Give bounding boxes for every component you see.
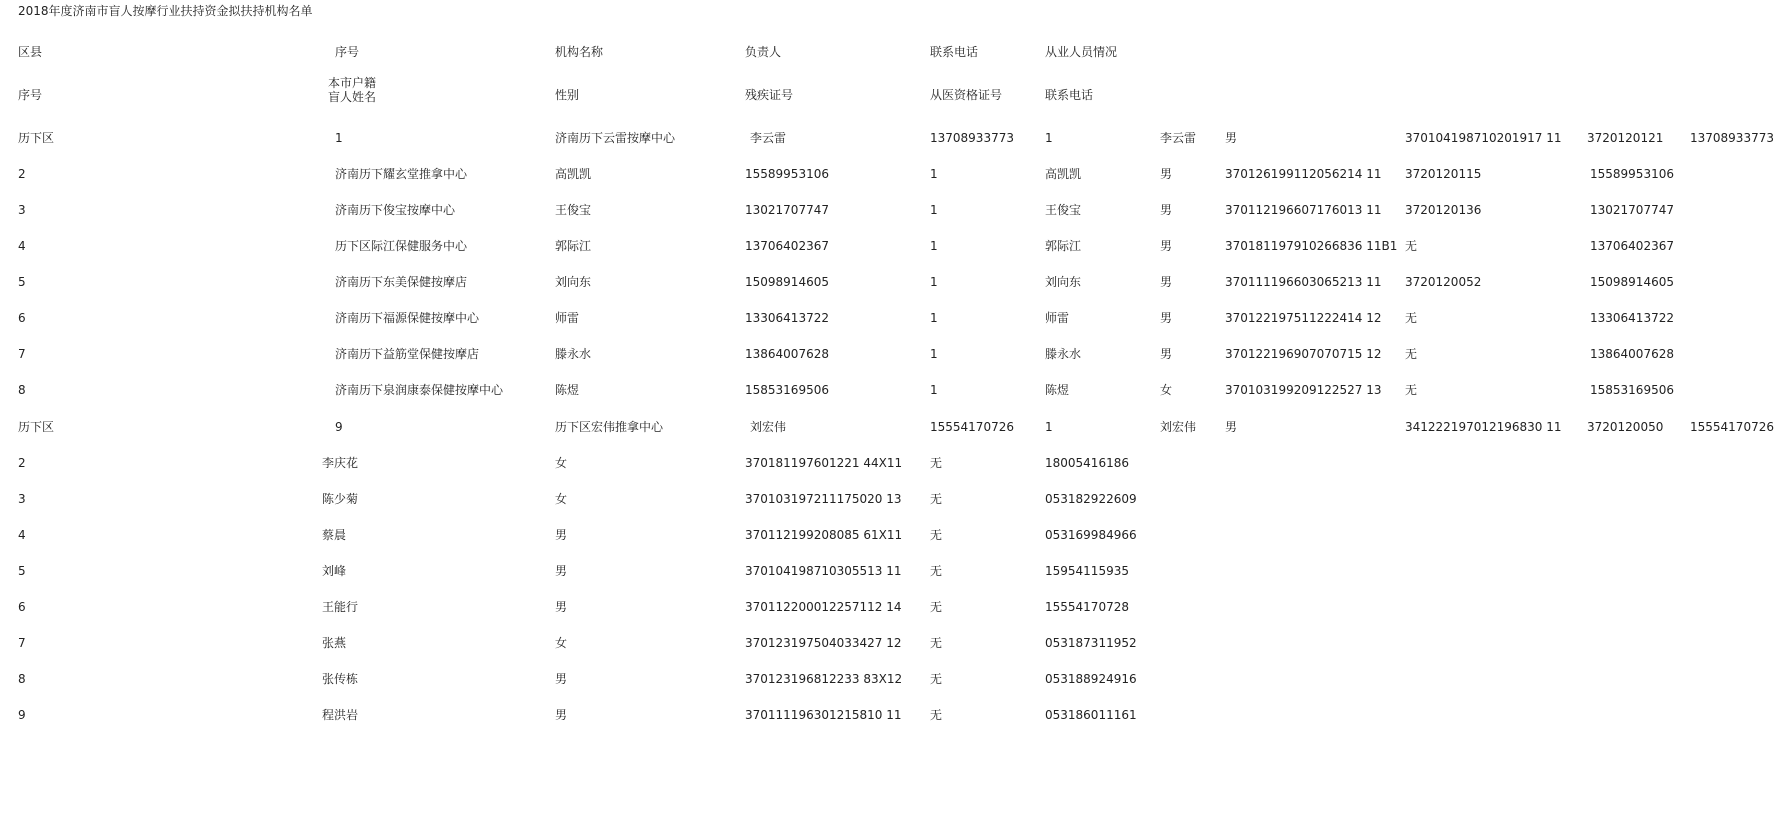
table-cell: 370112199208085 61X11 <box>745 528 903 542</box>
table-cell: 王俊宝 <box>1045 203 1082 217</box>
table-row <box>0 167 1781 181</box>
table-cell: 济南历下福源保健按摩中心 <box>335 311 480 325</box>
table-cell: 5 <box>18 564 26 578</box>
table-cell: 刘宏伟 <box>1160 420 1197 434</box>
table-cell: 341222197012196830 11 <box>1405 420 1562 434</box>
table-cell: 053169984966 <box>1045 528 1137 542</box>
table-row <box>0 708 1781 722</box>
table-cell: 刘向东 <box>555 275 592 289</box>
table-cell: 济南历下耀玄堂推拿中心 <box>335 167 468 181</box>
table-cell: 13706402367 <box>1590 239 1674 253</box>
table-cell: 15589953106 <box>745 167 829 181</box>
table-cell: 370104198710201917 11 <box>1405 131 1562 145</box>
table-cell: 济南历下益筋堂保健按摩店 <box>335 347 480 361</box>
table-cell: 370123196812233 83X12 <box>745 672 903 686</box>
table-cell: 2 <box>18 456 26 470</box>
table-cell: 8 <box>18 672 26 686</box>
table-cell: 无 <box>930 708 943 722</box>
table-cell: 陈煜 <box>555 383 580 397</box>
table-row <box>0 203 1781 217</box>
table-cell: 1 <box>930 203 938 217</box>
table-cell: 370122196907070715 12 <box>1225 347 1382 361</box>
table-cell: 370111196301215810 11 <box>745 708 902 722</box>
table-cell: 6 <box>18 600 26 614</box>
table-cell: 9 <box>18 708 26 722</box>
table-cell: 7 <box>18 636 26 650</box>
table-cell: 张燕 <box>322 636 347 650</box>
table-cell: 历下区宏伟推拿中心 <box>555 420 664 434</box>
table-cell: 男 <box>1225 131 1238 145</box>
table-cell: 18005416186 <box>1045 456 1129 470</box>
table-cell: 370122197511222414 12 <box>1225 311 1382 325</box>
table-cell: 女 <box>555 456 568 470</box>
table-cell: 6 <box>18 311 26 325</box>
table-cell: 王能行 <box>322 600 359 614</box>
table-cell: 1 <box>335 131 343 145</box>
header-cell: 性别 <box>555 88 580 102</box>
table-cell: 1 <box>930 167 938 181</box>
table-cell: 1 <box>930 239 938 253</box>
table-cell: 李云雷 <box>1160 131 1197 145</box>
table-row <box>0 456 1781 470</box>
table-row <box>0 275 1781 289</box>
table-cell: 男 <box>1225 420 1238 434</box>
header-cell: 联系电话 <box>930 45 979 59</box>
table-cell: 15554170728 <box>1045 600 1129 614</box>
table-cell: 男 <box>1160 239 1173 253</box>
table-cell: 女 <box>1160 383 1173 397</box>
table-cell: 刘宏伟 <box>750 420 787 434</box>
table-cell: 无 <box>930 492 943 506</box>
table-cell: 历下区际江保健服务中心 <box>335 239 468 253</box>
table-cell: 370112196607176013 11 <box>1225 203 1382 217</box>
table-cell: 053187311952 <box>1045 636 1137 650</box>
header-cell: 序号 <box>335 45 360 59</box>
table-cell: 4 <box>18 528 26 542</box>
header-cell: 序号 <box>18 88 43 102</box>
table-cell: 13708933773 <box>1690 131 1774 145</box>
table-cell: 滕永水 <box>555 347 592 361</box>
header-cell: 从业人员情况 <box>1045 45 1118 59</box>
table-cell: 3720120052 <box>1405 275 1482 289</box>
table-row <box>0 600 1781 614</box>
table-cell: 9 <box>335 420 343 434</box>
table-cell: 15098914605 <box>745 275 829 289</box>
table-cell: 370123197504033427 12 <box>745 636 902 650</box>
table-cell: 高凯凯 <box>555 167 592 181</box>
table-cell: 15853169506 <box>1590 383 1674 397</box>
table-cell: 13306413722 <box>745 311 829 325</box>
table-cell: 李云雷 <box>750 131 787 145</box>
table-cell: 张传栋 <box>322 672 359 686</box>
table-cell: 师雷 <box>1045 311 1070 325</box>
table-row <box>0 672 1781 686</box>
table-cell: 3720120136 <box>1405 203 1482 217</box>
table-row <box>0 564 1781 578</box>
table-cell: 15954115935 <box>1045 564 1129 578</box>
table-cell: 男 <box>555 600 568 614</box>
table-row <box>0 131 1781 145</box>
table-cell: 无 <box>1405 239 1418 253</box>
table-cell: 370103199209122527 13 <box>1225 383 1382 397</box>
table-cell: 370103197211175020 13 <box>745 492 902 506</box>
table-row <box>0 383 1781 397</box>
table-cell: 15098914605 <box>1590 275 1674 289</box>
table-cell: 370104198710305513 11 <box>745 564 902 578</box>
table-cell: 陈少菊 <box>322 492 359 506</box>
table-cell: 13306413722 <box>1590 311 1674 325</box>
header-cell: 从医资格证号 <box>930 88 1003 102</box>
table-cell: 15853169506 <box>745 383 829 397</box>
table-cell: 1 <box>1045 420 1053 434</box>
header-cell-name: 本市户籍 盲人姓名 <box>327 76 376 104</box>
table-cell: 053188924916 <box>1045 672 1137 686</box>
table-cell: 男 <box>1160 167 1173 181</box>
table-row <box>0 420 1781 434</box>
table-cell: 郭际江 <box>555 239 592 253</box>
table-cell: 4 <box>18 239 26 253</box>
table-cell: 济南历下东美保健按摩店 <box>335 275 468 289</box>
table-cell: 5 <box>18 275 26 289</box>
table-cell: 女 <box>555 492 568 506</box>
table-cell: 3720120050 <box>1587 420 1664 434</box>
table-cell: 王俊宝 <box>555 203 592 217</box>
table-cell: 053182922609 <box>1045 492 1137 506</box>
table-cell: 无 <box>930 636 943 650</box>
table-cell: 13021707747 <box>745 203 829 217</box>
table-cell: 陈煜 <box>1045 383 1070 397</box>
table-cell: 370181197910266836 11B1 <box>1225 239 1398 253</box>
table-row <box>0 347 1781 361</box>
page-title: 2018年度济南市盲人按摩行业扶持资金拟扶持机构名单 <box>18 4 313 18</box>
table-cell: 无 <box>930 672 943 686</box>
table-cell: 1 <box>930 347 938 361</box>
table-cell: 男 <box>555 564 568 578</box>
table-cell: 1 <box>1045 131 1053 145</box>
table-cell: 济南历下俊宝按摩中心 <box>335 203 456 217</box>
table-cell: 刘向东 <box>1045 275 1082 289</box>
header-cell: 联系电话 <box>1045 88 1094 102</box>
table-cell: 无 <box>930 600 943 614</box>
table-cell: 男 <box>555 708 568 722</box>
table-cell: 郭际江 <box>1045 239 1082 253</box>
table-cell: 滕永水 <box>1045 347 1082 361</box>
table-cell: 1 <box>930 383 938 397</box>
table-cell: 2 <box>18 167 26 181</box>
header-row-1 <box>0 45 1781 59</box>
header-cell: 负责人 <box>745 45 782 59</box>
table-cell: 历下区 <box>18 420 55 434</box>
table-cell: 3720120115 <box>1405 167 1482 181</box>
table-cell: 370126199112056214 11 <box>1225 167 1382 181</box>
table-cell: 无 <box>1405 347 1418 361</box>
table-cell: 无 <box>930 564 943 578</box>
table-cell: 无 <box>930 528 943 542</box>
table-cell: 1 <box>930 275 938 289</box>
table-cell: 刘峰 <box>322 564 347 578</box>
table-cell: 15554170726 <box>1690 420 1774 434</box>
table-cell: 15589953106 <box>1590 167 1674 181</box>
table-cell: 370112200012257112 14 <box>745 600 902 614</box>
table-cell: 无 <box>930 456 943 470</box>
header-cell: 机构名称 <box>555 45 604 59</box>
table-row <box>0 528 1781 542</box>
table-cell: 15554170726 <box>930 420 1014 434</box>
table-cell: 男 <box>555 528 568 542</box>
table-cell: 男 <box>1160 203 1173 217</box>
table-cell: 13864007628 <box>745 347 829 361</box>
table-cell: 男 <box>555 672 568 686</box>
table-row <box>0 636 1781 650</box>
table-row <box>0 239 1781 253</box>
table-cell: 男 <box>1160 311 1173 325</box>
table-cell: 无 <box>1405 383 1418 397</box>
table-cell: 13864007628 <box>1590 347 1674 361</box>
table-cell: 济南历下泉润康泰保健按摩中心 <box>335 383 504 397</box>
table-cell: 13708933773 <box>930 131 1014 145</box>
table-cell: 13706402367 <box>745 239 829 253</box>
table-row <box>0 311 1781 325</box>
header-row-2 <box>0 76 1781 104</box>
header-cell: 残疾证号 <box>745 88 794 102</box>
table-cell: 1 <box>930 311 938 325</box>
table-cell: 370111196603065213 11 <box>1225 275 1382 289</box>
table-cell: 3720120121 <box>1587 131 1664 145</box>
table-cell: 高凯凯 <box>1045 167 1082 181</box>
table-cell: 女 <box>555 636 568 650</box>
table-cell: 历下区 <box>18 131 55 145</box>
table-cell: 程洪岩 <box>322 708 359 722</box>
table-cell: 无 <box>1405 311 1418 325</box>
table-cell: 男 <box>1160 275 1173 289</box>
table-row <box>0 492 1781 506</box>
table-cell: 053186011161 <box>1045 708 1137 722</box>
table-cell: 13021707747 <box>1590 203 1674 217</box>
table-cell: 7 <box>18 347 26 361</box>
table-cell: 8 <box>18 383 26 397</box>
table-cell: 蔡晨 <box>322 528 347 542</box>
table-cell: 3 <box>18 492 26 506</box>
header-cell: 区县 <box>18 45 43 59</box>
table-cell: 师雷 <box>555 311 580 325</box>
table-cell: 济南历下云雷按摩中心 <box>555 131 676 145</box>
table-cell: 370181197601221 44X11 <box>745 456 903 470</box>
table-cell: 男 <box>1160 347 1173 361</box>
table-cell: 3 <box>18 203 26 217</box>
table-cell: 李庆花 <box>322 456 359 470</box>
